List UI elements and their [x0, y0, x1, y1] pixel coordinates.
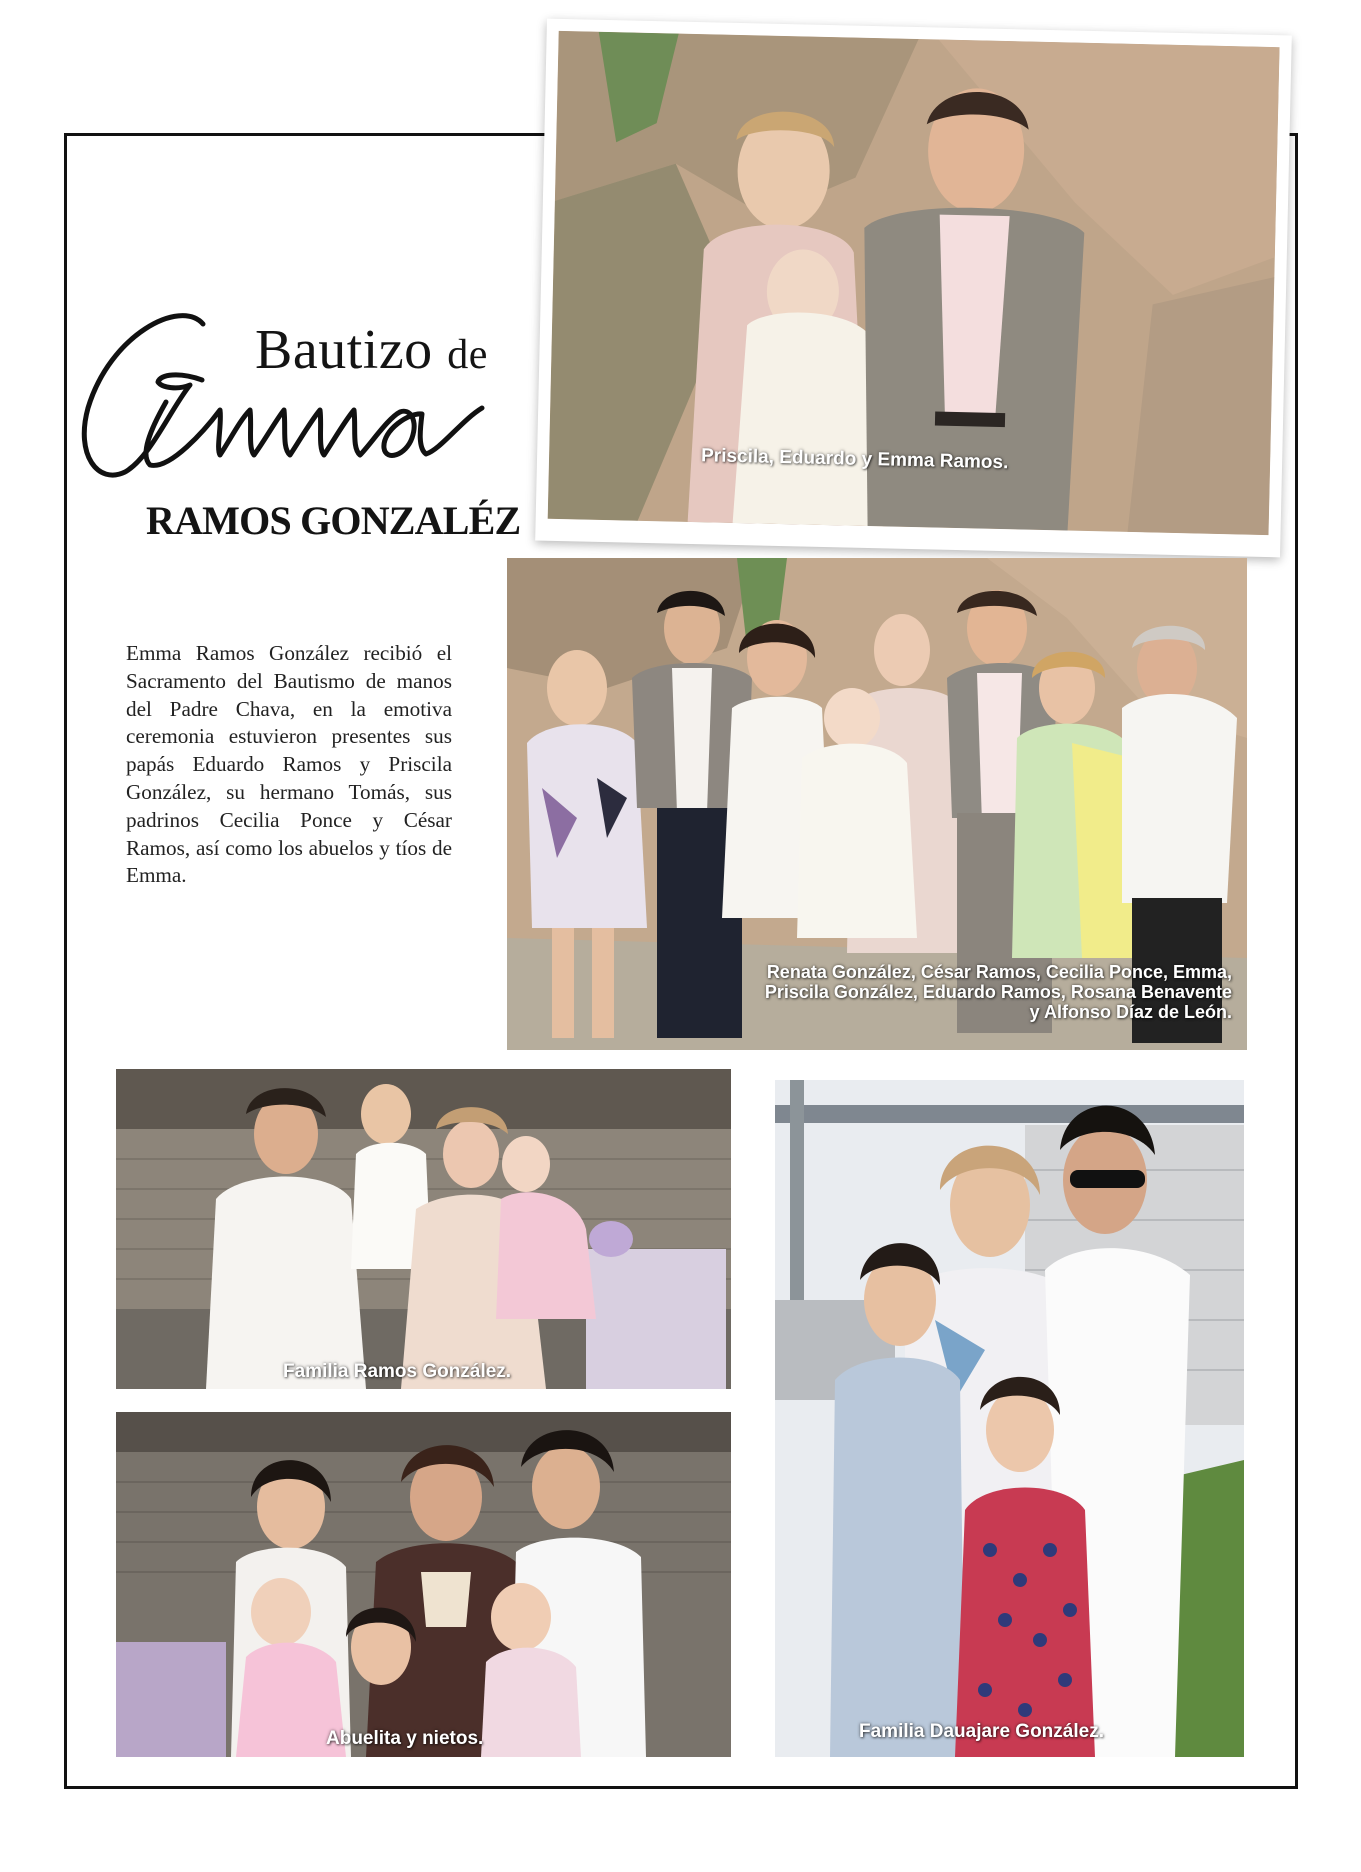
- photo-parents: [548, 31, 1280, 535]
- title-word-de: de: [447, 332, 488, 378]
- caption-parents: Priscila, Eduardo y Emma Ramos.: [700, 445, 1009, 474]
- caption-ramos-gonzalez-family: Familia Ramos González.: [283, 1361, 512, 1382]
- photo-card-parents: [535, 19, 1292, 558]
- photo-dauajare-image: [775, 1080, 1244, 1757]
- intro-paragraph: Emma Ramos González recibió el Sacramento del Bautismo de manos del Padre Chava, en la emotiva ceremonia estuvieron presentes sus papás Eduardo Ramos y Priscila González, su hermano Tomás, sus padrinos Cecilia Ponce y César Ramos, así como los abuelos y tíos de Emma.: [126, 641, 452, 888]
- photo-grandmother-image: [116, 1412, 731, 1757]
- photo-family-image: [116, 1069, 731, 1389]
- photo-grandmother-grandchildren: [116, 1412, 731, 1757]
- photo-godparents-group: [507, 558, 1247, 1050]
- title-word-bautizo: Bautizo: [255, 319, 433, 381]
- subtitle-family-name: RAMOS GONZALÉZ: [146, 498, 521, 543]
- photo-ramos-gonzalez-family: [116, 1069, 731, 1389]
- caption-group-line-3: y Alfonso Díaz de León.: [1029, 1001, 1232, 1022]
- script-name-emma: [70, 290, 500, 500]
- photo-dauajare-family: [775, 1080, 1244, 1757]
- caption-dauajare-family: Familia Dauajare González.: [859, 1721, 1104, 1742]
- caption-group-line-1: Renata González, César Ramos, Cecilia Ponce, Emma,: [766, 962, 1232, 982]
- caption-godparents-group: [680, 963, 1232, 1022]
- caption-grandmother-grandchildren: Abuelita y nietos.: [326, 1728, 484, 1749]
- caption-group-line-2: Priscila González, Eduardo Ramos, Rosana Benavente: [764, 981, 1232, 1002]
